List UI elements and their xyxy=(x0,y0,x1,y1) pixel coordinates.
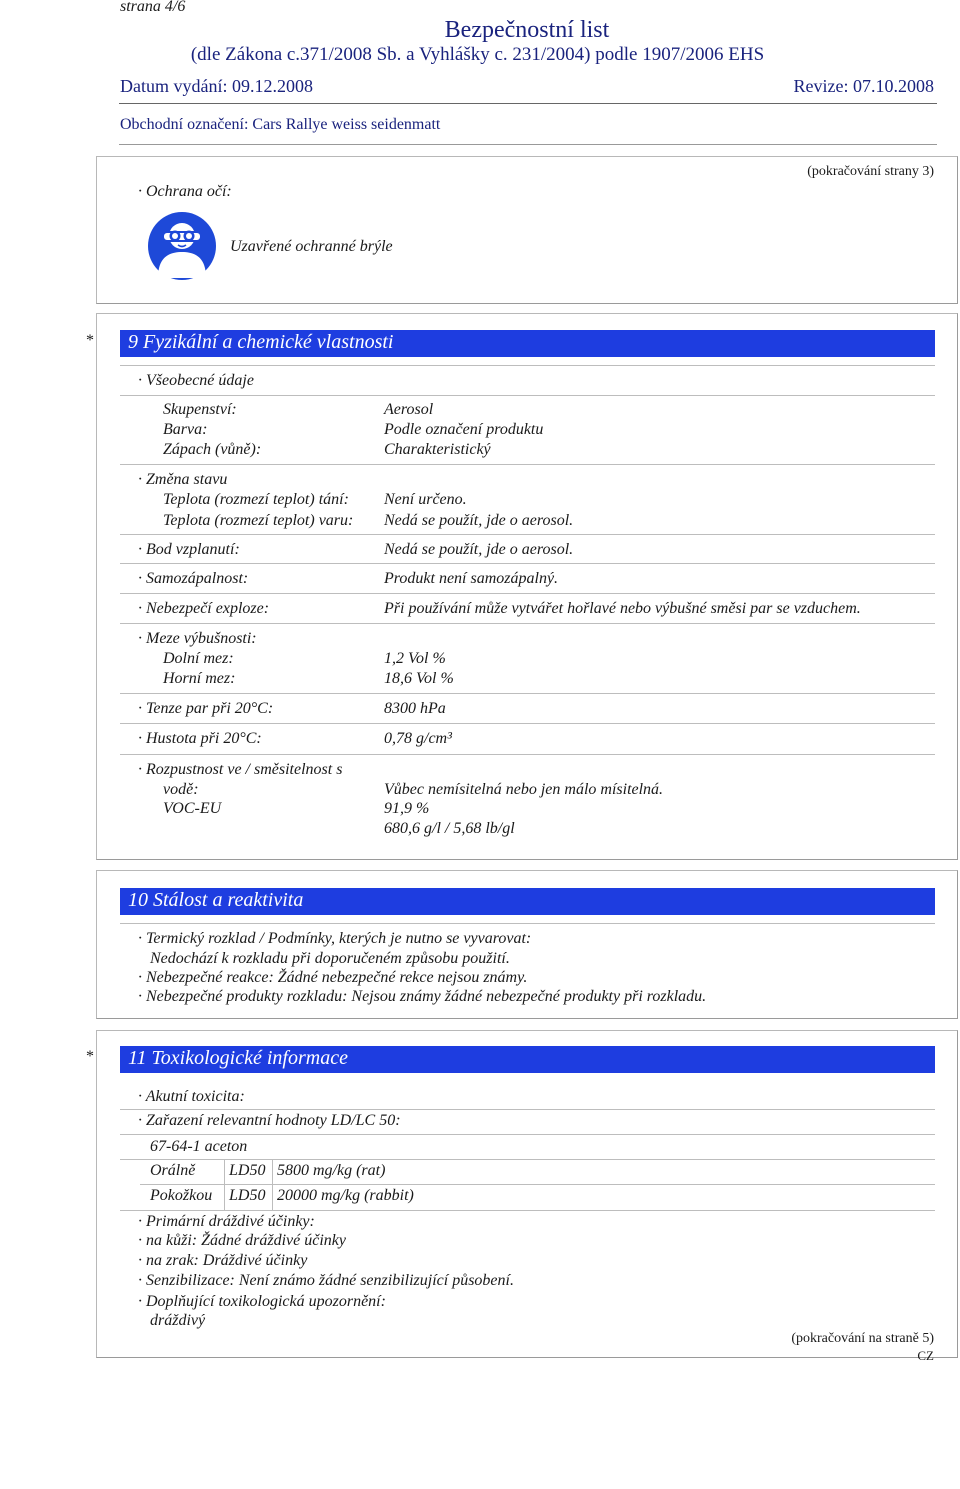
decomposition-label: · Termický rozklad / Podmínky, kterých je nutno se vyvarovat: xyxy=(138,930,532,947)
row-divider xyxy=(120,593,935,594)
trade-name-divider xyxy=(119,144,937,145)
row-divider xyxy=(120,563,935,564)
form-label: Skupenství: xyxy=(163,401,237,418)
sensitization-label: · Senzibilizace: xyxy=(138,1272,235,1289)
reactions-text: Žádné nebezpečné rekce nejsou známy. xyxy=(277,969,528,986)
section-10-header xyxy=(120,888,935,915)
primary-irritation-label: · Primární dráždivé účinky: xyxy=(138,1213,315,1230)
row-divider xyxy=(120,693,935,694)
eye-protection-text: Uzavřené ochranné brýle xyxy=(230,238,393,255)
header-divider xyxy=(119,103,937,104)
additional-tox-label: · Doplňující toxikologická upozornění: xyxy=(138,1293,386,1310)
flash-point-value: Nedá se použít, jde o aerosol. xyxy=(384,541,574,558)
voc-value-percent: 91,9 % xyxy=(384,800,430,817)
solubility-label: · Rozpustnost ve / směsitelnost s xyxy=(138,761,343,778)
language-code: CZ xyxy=(917,1348,934,1363)
section-11-title: 11 Toxikologické informace xyxy=(128,1047,348,1069)
flash-point-label: · Bod vzplanutí: xyxy=(138,541,240,558)
explosion-value: Při používání může vytvářet hořlavé nebo výbušné směsi par se vzduchem. xyxy=(384,600,861,617)
color-label: Barva: xyxy=(163,421,208,438)
general-label: · Všeobecné údaje xyxy=(138,372,254,389)
solubility-label-cont: vodě: xyxy=(163,781,199,798)
upper-limit-label: Horní mez: xyxy=(163,670,236,687)
section-9-header xyxy=(120,330,935,357)
page-number: strana 4/6 xyxy=(120,0,186,15)
explosion-label: · Nebezpečí exploze: xyxy=(138,600,270,617)
upper-limit-value: 18,6 Vol % xyxy=(384,670,454,687)
autoignition-label: · Samozápalnost: xyxy=(138,570,249,587)
skin-text: Žádné dráždivé účinky xyxy=(201,1232,346,1249)
tox-type: LD50 xyxy=(229,1162,266,1179)
eye-effect xyxy=(138,1252,307,1270)
density-value: 0,78 g/cm³ xyxy=(384,730,452,747)
tox-route: Orálně xyxy=(150,1162,196,1179)
row-divider xyxy=(120,723,935,724)
density-label: · Hustota při 20°C: xyxy=(138,730,262,747)
products-label: · Nebezpečné produkty rozkladu: xyxy=(138,988,348,1005)
row-divider xyxy=(120,754,935,755)
continuation-from: (pokračování strany 3) xyxy=(807,164,934,179)
lower-limit-label: Dolní mez: xyxy=(163,650,234,667)
goggles-icon xyxy=(148,212,216,280)
row-divider xyxy=(120,1210,935,1211)
row-divider xyxy=(120,1134,935,1135)
issue-date: Datum vydání: 09.12.2008 xyxy=(120,76,313,96)
additional-tox-text: dráždivý xyxy=(150,1312,206,1329)
section-10-title: 10 Stálost a reaktivita xyxy=(128,889,304,911)
solubility-value: Vůbec nemísitelná nebo jen málo mísitelná. xyxy=(384,781,664,798)
trade-name: Obchodní označení: Cars Rallye weiss seidenmatt xyxy=(120,116,441,133)
ld-lc50-label: · Zařazení relevantní hodnoty LD/LC 50: xyxy=(138,1112,401,1129)
autoignition-value: Produkt není samozápalný. xyxy=(384,570,559,587)
sensitization-text: Není známo žádné senzibilizující působení. xyxy=(238,1272,514,1289)
reactions-label: · Nebezpečné reakce: xyxy=(138,969,274,986)
row-divider xyxy=(120,923,935,924)
melting-label: Teplota (rozmezí teplot) tání: xyxy=(163,491,349,508)
explosion-limits-label: · Meze výbušnosti: xyxy=(138,630,257,647)
sensitization xyxy=(138,1272,514,1290)
vapor-pressure-label: · Tenze par při 20°C: xyxy=(138,700,274,717)
document-subtitle: (dle Zákona c.371/2008 Sb. a Vyhlášky c. 231/2004) podle 1907/2006 EHS xyxy=(190,44,765,65)
acute-toxicity-label: · Akutní toxicita: xyxy=(138,1088,245,1105)
eye-text: Dráždivé účinky xyxy=(202,1252,308,1269)
odor-label: Zápach (vůně): xyxy=(163,441,262,458)
substance-name: 67-64-1 aceton xyxy=(150,1138,248,1155)
products-text: Nejsou známy žádné nebezpečné produkty při rozkladu. xyxy=(351,988,707,1005)
skin-effect xyxy=(138,1232,346,1250)
tox-type: LD50 xyxy=(229,1187,266,1204)
revision-date: Revize: 07.10.2008 xyxy=(793,76,934,96)
row-divider xyxy=(120,1159,935,1160)
skin-label: · na kůži: xyxy=(138,1232,198,1249)
tox-route: Pokožkou xyxy=(150,1187,213,1204)
row-divider xyxy=(120,395,935,396)
decomposition-text: Nedochází k rozkladu při doporučeném způsobu použití. xyxy=(150,950,510,967)
lower-limit-value: 1,2 Vol % xyxy=(384,650,446,667)
eye-label: · na zrak: xyxy=(138,1252,199,1269)
boiling-label: Teplota (rozmezí teplot) varu: xyxy=(163,512,354,529)
form-value: Aerosol xyxy=(384,401,434,418)
melting-value: Není určeno. xyxy=(384,491,467,508)
section-9-change-marker: * xyxy=(86,332,94,349)
hazardous-reactions xyxy=(138,969,527,987)
document-title: Bezpečnostní list xyxy=(444,17,610,43)
odor-value: Charakteristický xyxy=(384,441,491,458)
row-divider xyxy=(120,623,935,624)
decomposition-products xyxy=(138,988,706,1006)
tox-value: 20000 mg/kg (rabbit) xyxy=(277,1187,414,1204)
section-9-title: 9 Fyzikální a chemické vlastnosti xyxy=(128,331,394,353)
row-divider xyxy=(120,1109,935,1110)
state-change-label: · Změna stavu xyxy=(138,471,228,488)
row-divider xyxy=(120,464,935,465)
eye-protection-label: · Ochrana očí: xyxy=(138,183,232,200)
tox-value: 5800 mg/kg (rat) xyxy=(277,1162,386,1179)
voc-label: VOC-EU xyxy=(163,800,222,817)
boiling-value: Nedá se použít, jde o aerosol. xyxy=(384,512,574,529)
section-11-change-marker: * xyxy=(86,1048,94,1065)
vapor-pressure-value: 8300 hPa xyxy=(384,700,446,717)
section-11-header xyxy=(120,1046,935,1073)
row-divider xyxy=(120,365,935,366)
continuation-to: (pokračování na straně 5) xyxy=(791,1331,934,1346)
row-divider xyxy=(140,1184,935,1185)
row-divider xyxy=(120,534,935,535)
voc-value-density: 680,6 g/l / 5,68 lb/gl xyxy=(384,820,515,837)
color-value: Podle označení produktu xyxy=(384,421,544,438)
